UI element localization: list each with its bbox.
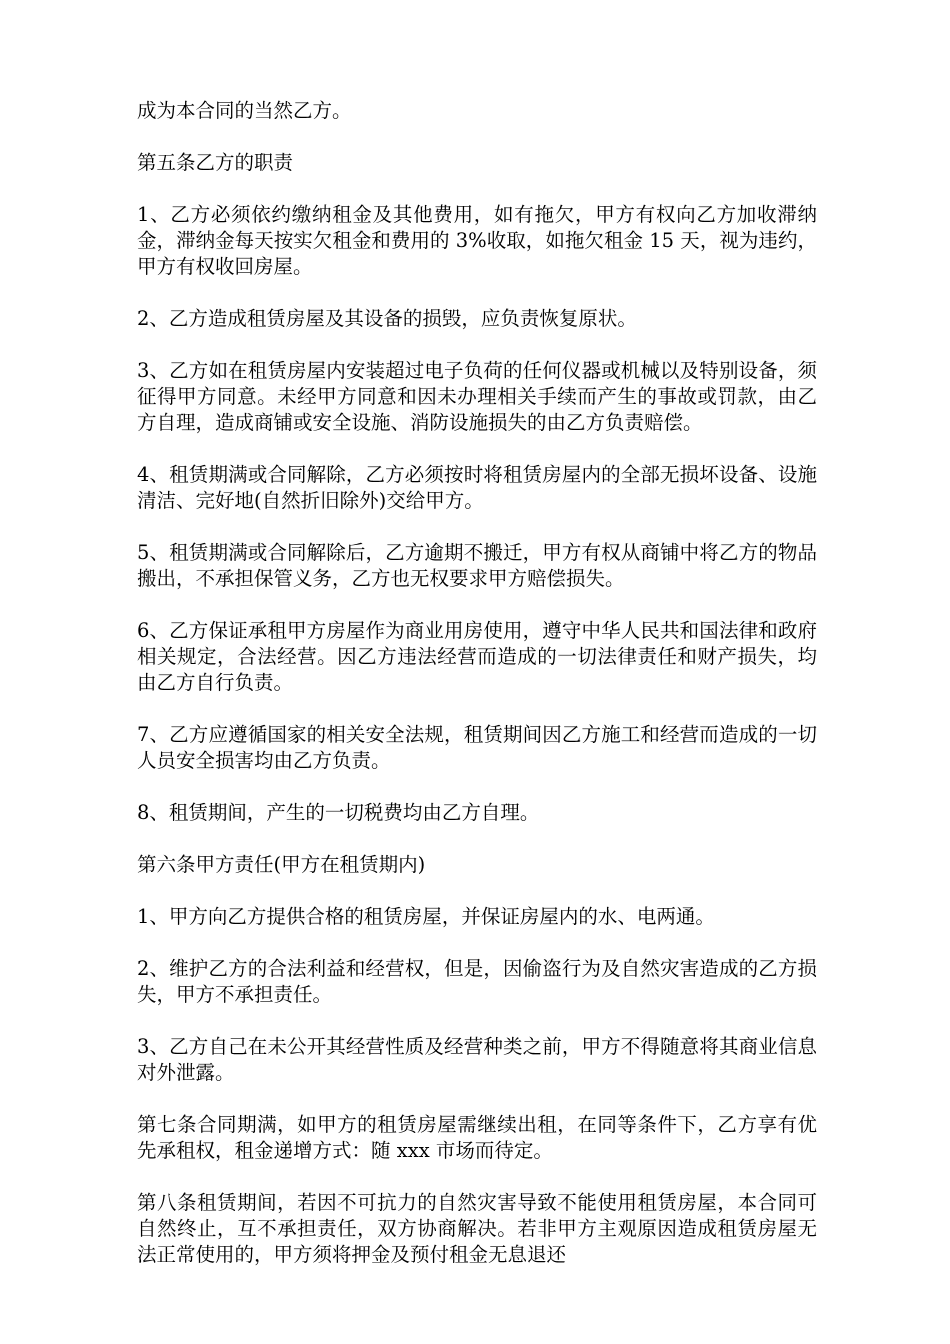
article-5-clause-1: 1、乙方必须依约缴纳租金及其他费用，如有拖欠，甲方有权向乙方加收滞纳金，滞纳金每天按实欠租金和费用的 3%收取，如拖欠租金 15 天，视为违约，甲方有权收回房屋。 — [137, 203, 817, 278]
article-5-clause-7: 7、乙方应遵循国家的相关安全法规，租赁期间因乙方施工和经营而造成的一切人员安全损害均由乙方负责。 — [137, 723, 817, 772]
document-body — [137, 98, 817, 1294]
article-5-heading: 第五条乙方的职责 — [137, 151, 294, 174]
article-6-clause-3: 3、乙方自己在未公开其经营性质及经营种类之前，甲方不得随意将其商业信息对外泄露。 — [137, 1035, 817, 1084]
article-5-clause-3: 3、乙方如在租赁房屋内安装超过电子负荷的任何仪器或机械以及特别设备，须征得甲方同意。未经甲方同意和因未办理相关手续而产生的事故或罚款，由乙方自理，造成商铺或安全设施、消防设施损失的由乙方负责赔偿。 — [137, 359, 817, 434]
article-5-clause-6: 6、乙方保证承租甲方房屋作为商业用房使用，遵守中华人民共和国法律和政府相关规定，合法经营。因乙方违法经营而造成的一切法律责任和财产损失，均由乙方自行负责。 — [137, 619, 817, 694]
article-5-clause-4: 4、租赁期满或合同解除，乙方必须按时将租赁房屋内的全部无损坏设备、设施清洁、完好地(自然折旧除外)交给甲方。 — [137, 463, 817, 512]
article-5-clause-2: 2、乙方造成租赁房屋及其设备的损毁，应负责恢复原状。 — [137, 307, 637, 330]
article-6-clause-2: 2、维护乙方的合法利益和经营权，但是，因偷盗行为及自然灾害造成的乙方损失，甲方不承担责任。 — [137, 957, 817, 1006]
article-6-heading: 第六条甲方责任(甲方在租赁期内) — [137, 853, 426, 876]
article-5-clause-5: 5、租赁期满或合同解除后，乙方逾期不搬迁，甲方有权从商铺中将乙方的物品搬出，不承担保管义务，乙方也无权要求甲方赔偿损失。 — [137, 541, 817, 590]
paragraph-continuation: 成为本合同的当然乙方。 — [137, 99, 352, 122]
article-8-paragraph: 第八条租赁期间，若因不可抗力的自然灾害导致不能使用租赁房屋，本合同可自然终止，互不承担责任，双方协商解决。若非甲方主观原因造成租赁房屋无法正常使用的，甲方须将押金及预付租金无息退还 — [137, 1191, 817, 1266]
article-5-clause-8: 8、租赁期间，产生的一切税费均由乙方自理。 — [137, 801, 540, 824]
article-7-paragraph: 第七条合同期满，如甲方的租赁房屋需继续出租，在同等条件下，乙方享有优先承租权，租金递增方式：随 xxx 市场而待定。 — [137, 1113, 817, 1162]
article-6-clause-1: 1、甲方向乙方提供合格的租赁房屋，并保证房屋内的水、电两通。 — [137, 905, 715, 928]
